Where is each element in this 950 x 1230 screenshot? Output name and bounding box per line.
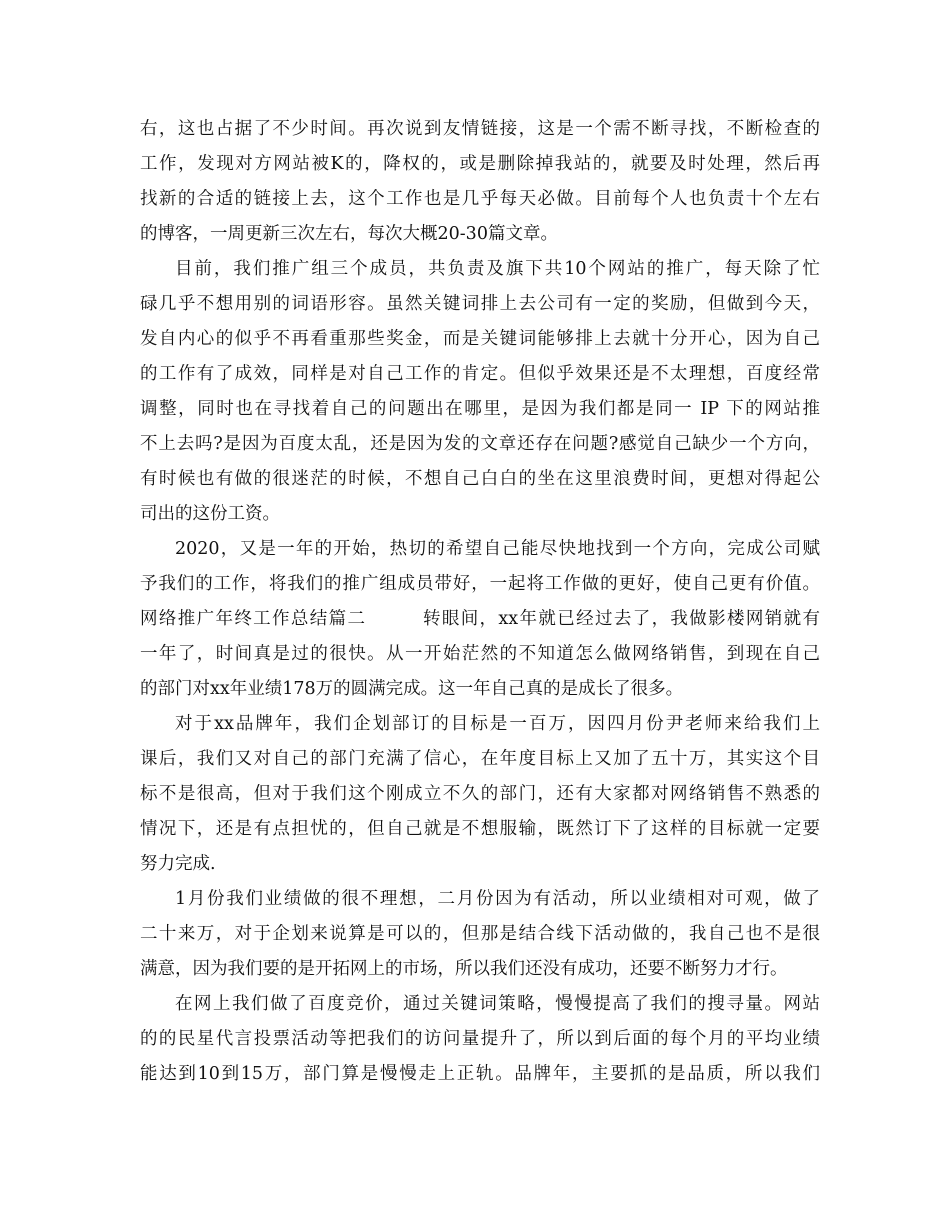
text-line: 情况下，还是有点担忧的，但自己就是不想服输，既然订下了这样的目标就一定要 <box>140 819 820 839</box>
text-line: 能达到10到15万，部门算是慢慢走上正轨。品牌年，主要抓的是品质，所以我们 <box>140 1064 820 1084</box>
text-line: 课后，我们又对自己的部门充满了信心，在年度目标上又加了五十万，其实这个目 <box>140 749 820 769</box>
text-line: 标不是很高，但对于我们这个刚成立不久的部门，还有大家都对网络销售不熟悉的 <box>140 784 820 804</box>
text-line: 网络推广年终工作总结篇二 转眼间，xx年就已经过去了，我做影楼网销就有 <box>140 609 820 629</box>
text-line: 2020，又是一年的开始，热切的希望自己能尽快地找到一个方向，完成公司赋 <box>175 539 820 559</box>
text-line: 对于xx品牌年，我们企划部订的目标是一百万，因四月份尹老师来给我们上 <box>175 714 820 734</box>
text-line: 工作，发现对方网站被K的，降权的，或是删除掉我站的，就要及时处理，然后再 <box>140 154 820 174</box>
text-line: 找新的合适的链接上去，这个工作也是几乎每天必做。目前每个人也负责十个左右 <box>140 189 820 209</box>
text-line: 司出的这份工资。 <box>140 504 280 524</box>
text-line: 努力完成. <box>140 854 216 874</box>
text-line: 目前，我们推广组三个成员，共负责及旗下共10个网站的推广，每天除了忙 <box>175 259 820 279</box>
text-line: 的工作有了成效，同样是对自己工作的肯定。但似乎效果还是不太理想，百度经常 <box>140 364 820 384</box>
text-line: 二十来万，对于企划来说算是可以的，但那是结合线下活动做的，我自己也不是很 <box>140 924 820 944</box>
document-body <box>140 112 820 1092</box>
text-line: 一年了，时间真是过的很快。从一开始茫然的不知道怎么做网络销售，到现在自己 <box>140 644 820 664</box>
text-line: 满意，因为我们要的是开拓网上的市场，所以我们还没有成功，还要不断努力才行。 <box>140 959 788 979</box>
text-line: 的部门对xx年业绩178万的圆满完成。这一年自己真的是成长了很多。 <box>140 679 684 699</box>
text-line: 的博客，一周更新三次左右，每次大概20-30篇文章。 <box>140 224 558 244</box>
text-line: 发自内心的似乎不再看重那些奖金，而是关键词能够排上去就十分开心，因为自己 <box>140 329 820 349</box>
text-line: 的的民星代言投票活动等把我们的访问量提升了，所以到后面的每个月的平均业绩 <box>140 1029 820 1049</box>
text-line: 碌几乎不想用别的词语形容。虽然关键词排上去公司有一定的奖励，但做到今天， <box>140 294 820 314</box>
text-line: 右，这也占据了不少时间。再次说到友情链接，这是一个需不断寻找，不断检查的 <box>140 119 820 139</box>
text-line: 调整，同时也在寻找着自己的问题出在哪里，是因为我们都是同一 IP 下的网站推 <box>140 399 820 419</box>
text-line: 不上去吗?是因为百度太乱，还是因为发的文章还存在问题?感觉自己缺少一个方向， <box>140 434 820 454</box>
text-line: 予我们的工作，将我们的推广组成员带好，一起将工作做的更好，使自己更有价值。 <box>140 574 820 594</box>
text-line: 1月份我们业绩做的很不理想，二月份因为有活动，所以业绩相对可观，做了 <box>175 889 820 909</box>
text-line: 在网上我们做了百度竞价，通过关键词策略，慢慢提高了我们的搜寻量。网站 <box>175 994 820 1014</box>
text-line: 有时候也有做的很迷茫的时候，不想自己白白的坐在这里浪费时间，更想对得起公 <box>140 469 820 489</box>
